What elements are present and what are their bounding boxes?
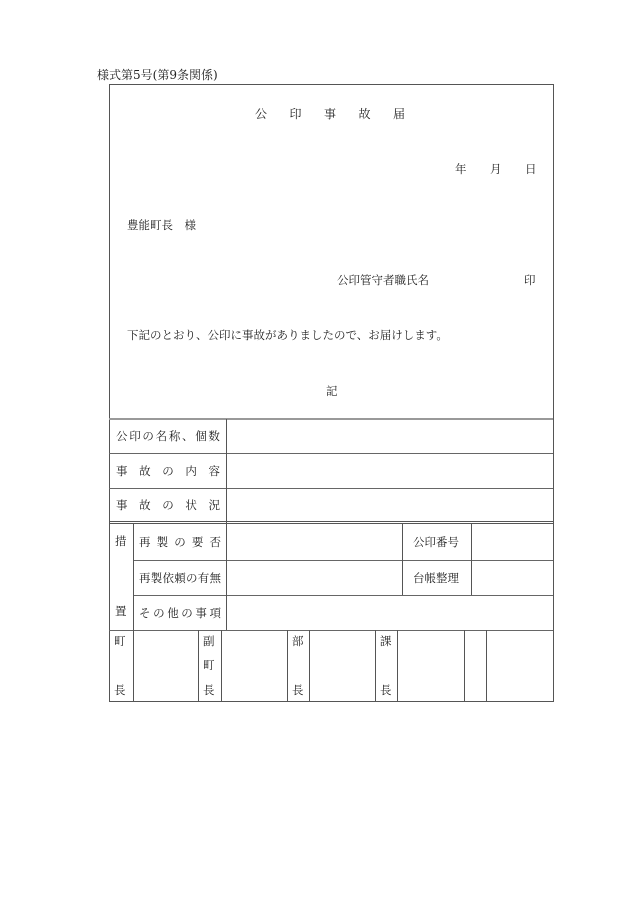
approval-mayor-label-bottom: 長 xyxy=(114,683,126,697)
measures-label-bottom: 置 xyxy=(115,604,127,618)
label-other-matters: そ の 他 の 事 項 xyxy=(139,606,221,620)
label-remake-request: 再 製 依 頼 の 有 無 xyxy=(139,571,221,585)
approval-deputy-seal[interactable] xyxy=(222,631,286,700)
document-title: 公 印 事 故 届 xyxy=(255,107,405,121)
approval-deputy-label-bottom: 長 xyxy=(203,683,215,697)
approval-deputy-label-top: 副 xyxy=(203,634,215,648)
approval-section-chief-label-bottom: 長 xyxy=(380,683,392,697)
approval-director-label-top: 部 xyxy=(292,634,304,648)
approval-mayor-seal[interactable] xyxy=(134,631,197,700)
divider xyxy=(198,630,199,701)
statement: 下記のとおり、公印に事故がありましたので、お届けします。 xyxy=(127,328,448,342)
approval-deputy-label-mid: 町 xyxy=(203,658,215,672)
addressee: 豊能町長 様 xyxy=(127,218,196,232)
approval-director-label-bottom: 長 xyxy=(292,683,304,697)
label-seal-name-count: 公 印 の 名 称 、 個 数 xyxy=(116,429,220,443)
field-remake-needed[interactable] xyxy=(227,524,401,560)
field-remake-request[interactable] xyxy=(227,561,401,595)
divider xyxy=(287,630,288,701)
field-other-matters[interactable] xyxy=(227,596,552,630)
field-seal-name-count[interactable] xyxy=(227,419,552,453)
divider xyxy=(402,524,403,595)
label-remake-needed: 再 製 の 要 否 xyxy=(139,535,221,549)
applicant-label: 公印管守者職氏名 xyxy=(337,273,429,287)
approval-section-chief-seal[interactable] xyxy=(398,631,463,700)
field-incident-content[interactable] xyxy=(227,454,552,488)
approval-director-seal[interactable] xyxy=(310,631,374,700)
date-year-label: 年 xyxy=(455,162,467,176)
seal-mark: 印 xyxy=(524,273,536,287)
form-number: 様式第5号(第9条関係) xyxy=(97,68,218,82)
ki-heading: 記 xyxy=(326,384,338,398)
divider xyxy=(375,630,376,701)
field-seal-number[interactable] xyxy=(472,524,552,560)
approval-extra-seal[interactable] xyxy=(487,631,552,700)
label-incident-status: 事 故 の 状 況 xyxy=(116,498,220,512)
label-ledger: 台帳整理 xyxy=(413,571,459,585)
date-month-label: 月 xyxy=(490,162,502,176)
field-ledger[interactable] xyxy=(472,561,552,595)
approval-extra-label xyxy=(465,631,485,700)
measures-label-top: 措 xyxy=(115,534,127,548)
approval-section-chief-label-top: 課 xyxy=(380,634,392,648)
date-day-label: 日 xyxy=(525,162,537,176)
field-incident-status[interactable] xyxy=(227,489,552,521)
label-incident-content: 事 故 の 内 容 xyxy=(116,464,220,478)
approval-mayor-label-top: 町 xyxy=(114,634,126,648)
label-seal-number: 公印番号 xyxy=(413,535,459,549)
